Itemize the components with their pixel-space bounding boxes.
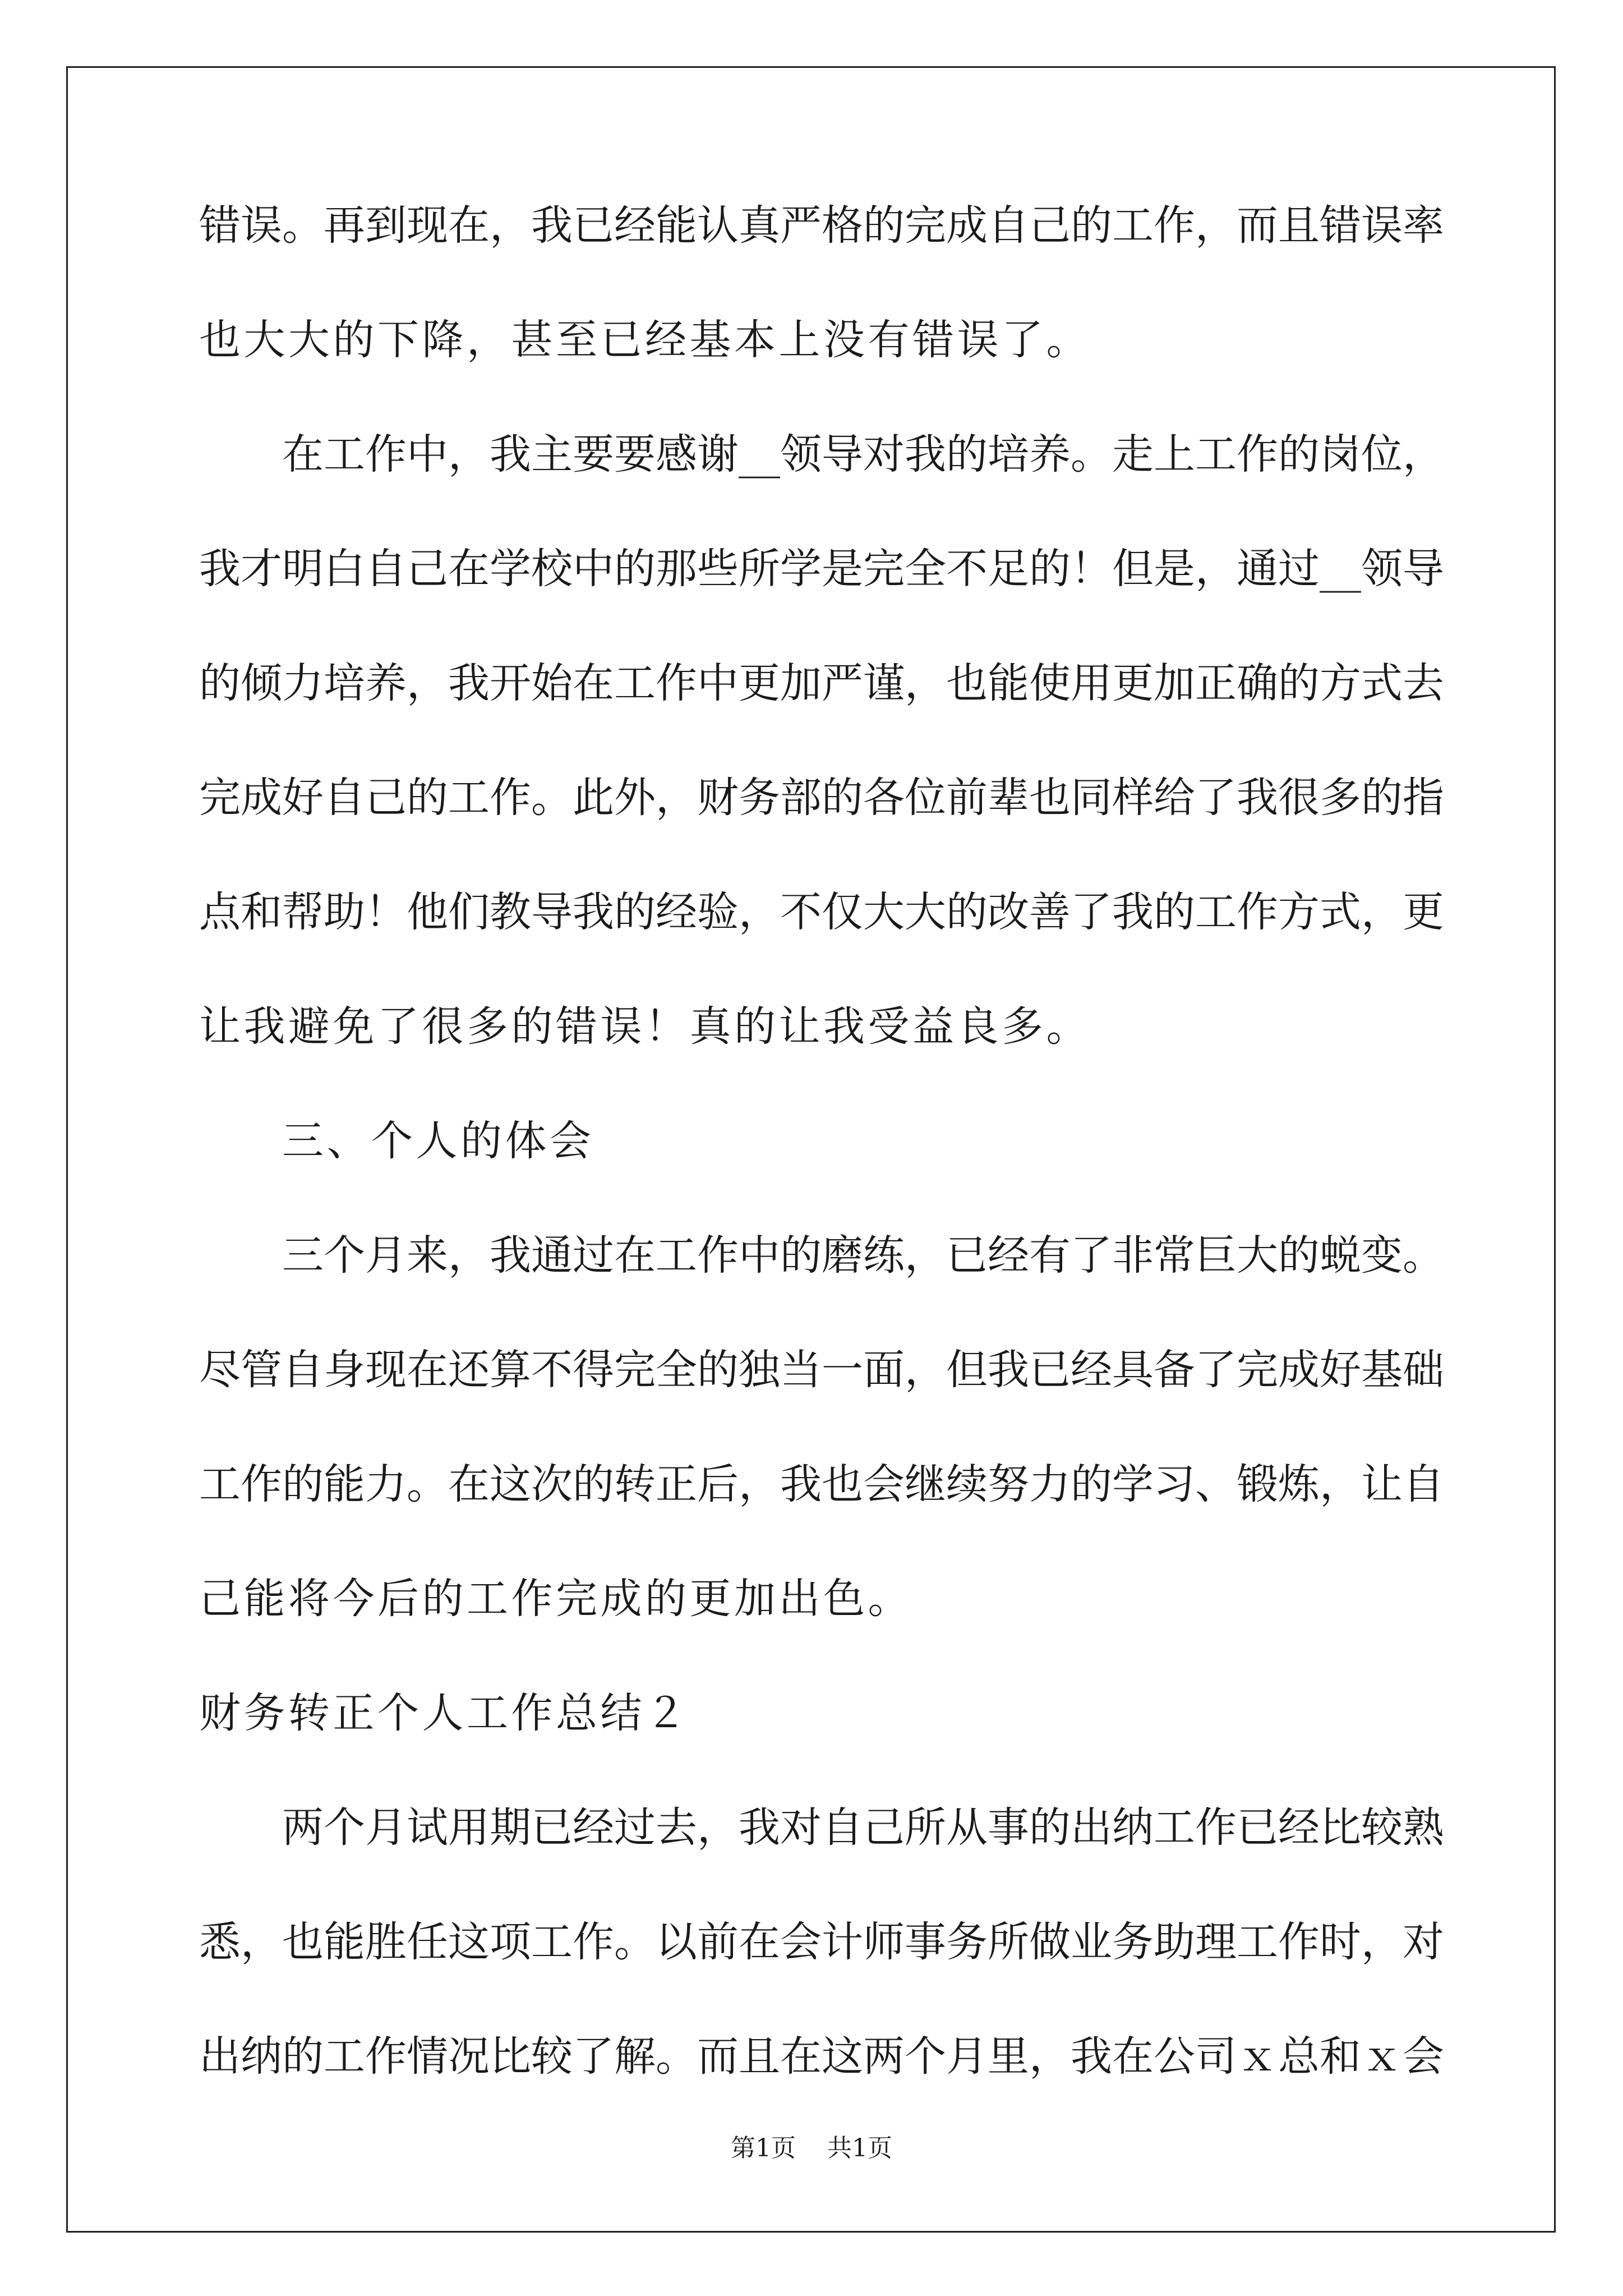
page-footer bbox=[0, 2132, 1623, 2165]
text-line: 我才明白自己在学校中的那些所学是完全不足的！但是，通过__领导 bbox=[199, 545, 1444, 593]
document-body bbox=[199, 197, 1444, 2143]
text-line: 工作的能力。在这次的转正后，我也会继续努力的学习、锻炼，让自 bbox=[199, 1460, 1444, 1508]
text-line: 两个月试用期已经过去，我对自己所从事的出纳工作已经比较熟 bbox=[282, 1803, 1444, 1852]
text-line: 尽管自身现在还算不得完全的独当一面，但我已经具备了完成好基础 bbox=[199, 1346, 1444, 1394]
text-line: 三、个人的体会 bbox=[282, 1117, 594, 1165]
text-line: 悉，也能胜任这项工作。以前在会计师事务所做业务助理工作时，对 bbox=[199, 1918, 1444, 1966]
page-count: 共1页 bbox=[827, 2134, 892, 2162]
text-line: 也大大的下降，甚至已经基本上没有错误了。 bbox=[199, 316, 1091, 364]
text-line: 的倾力培养，我开始在工作中更加严谨，也能使用更加正确的方式去 bbox=[199, 659, 1444, 707]
text-line: 出纳的工作情况比较了解。而且在这两个月里，我在公司ｘ总和ｘ会 bbox=[199, 2032, 1444, 2081]
text-line: 让我避免了很多的错误！真的让我受益良多。 bbox=[199, 1002, 1091, 1051]
page-number: 第1页 bbox=[731, 2134, 796, 2162]
text-line: 三个月来，我通过在工作中的磨练，已经有了非常巨大的蜕变。 bbox=[282, 1231, 1444, 1280]
text-line: 在工作中，我主要要感谢__领导对我的培养。走上工作的岗位， bbox=[282, 430, 1444, 478]
text-line: 点和帮助！他们教导我的经验，不仅大大的改善了我的工作方式，更 bbox=[199, 888, 1444, 936]
text-line: 完成好自己的工作。此外，财务部的各位前辈也同样给了我很多的指 bbox=[199, 774, 1444, 822]
text-line: 财务转正个人工作总结２ bbox=[199, 1689, 690, 1737]
text-line: 错误。再到现在，我已经能认真严格的完成自己的工作，而且错误率 bbox=[199, 201, 1444, 250]
text-line: 己能将今后的工作完成的更加出色。 bbox=[199, 1575, 912, 1623]
